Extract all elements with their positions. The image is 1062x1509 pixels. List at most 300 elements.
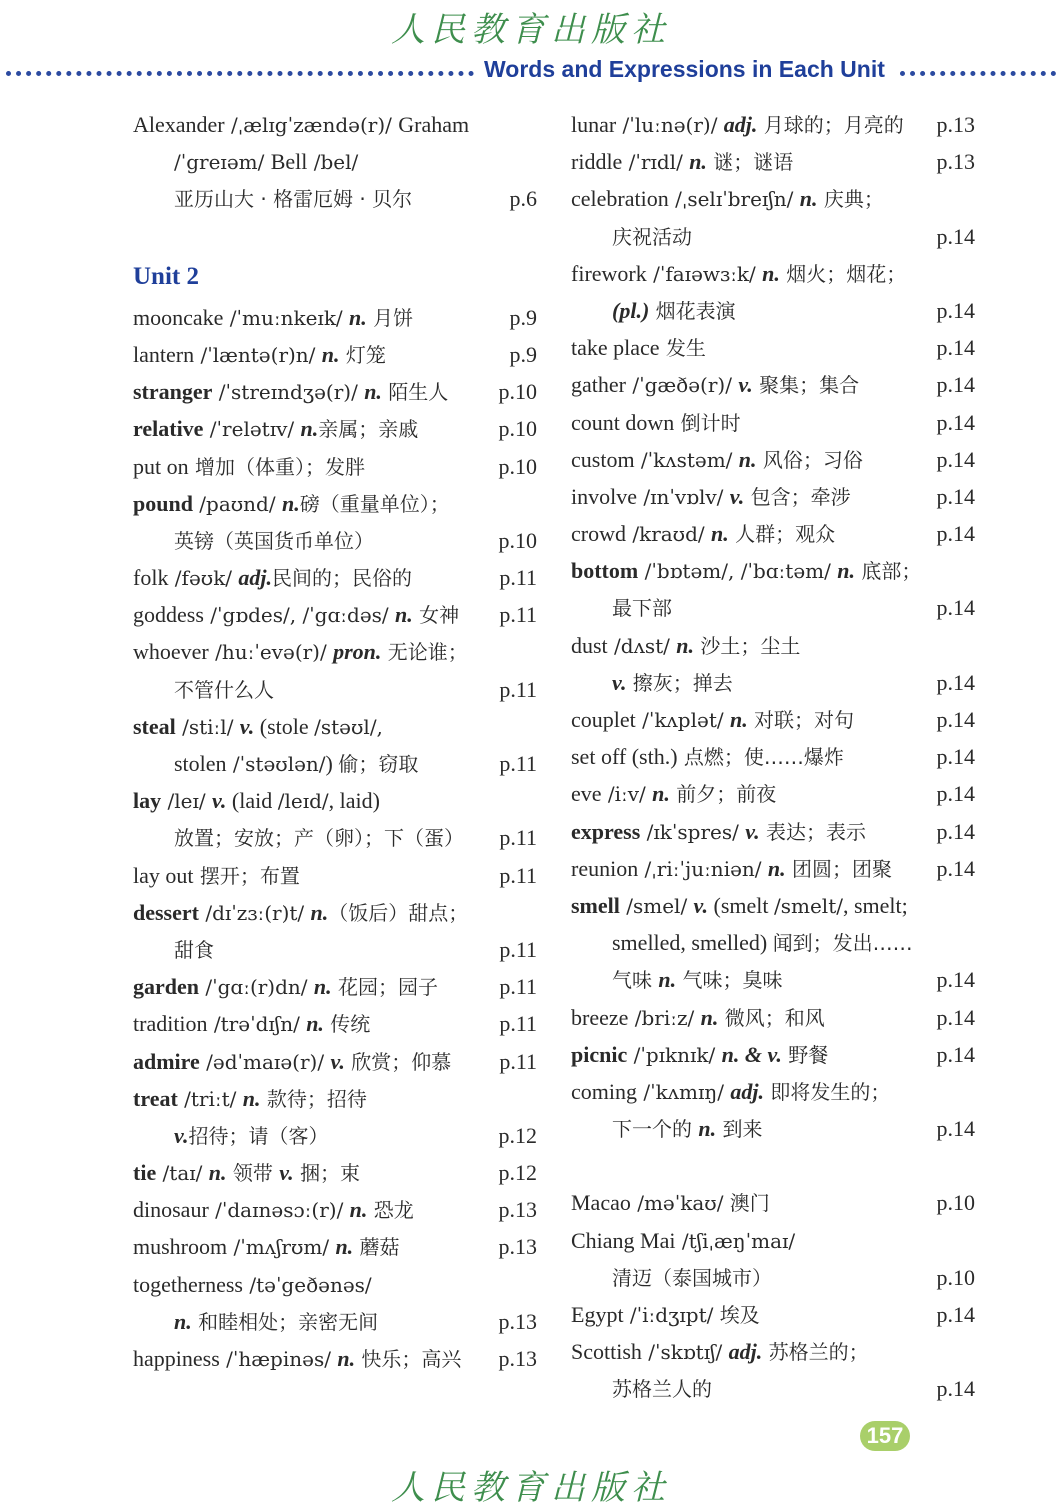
chinese-definition: 微风；和风: [718, 1005, 825, 1030]
headword: custom: [571, 446, 635, 472]
page-reference: p.12: [498, 1122, 537, 1148]
headword: mushroom: [133, 1234, 228, 1260]
page-reference: p.14: [936, 446, 975, 472]
page-reference: p.14: [936, 223, 975, 249]
chinese-definition: 欣赏；仰慕: [344, 1049, 452, 1074]
chinese-definition: 无论谁；: [381, 640, 468, 665]
phonetic: /ˌriːˈjuːniən/: [638, 856, 768, 881]
part-of-speech: adj.: [723, 112, 758, 137]
headword: (smelt: [708, 892, 774, 918]
headword: dust: [571, 632, 608, 658]
part-of-speech: adj.: [728, 1339, 763, 1365]
headword: lunar: [571, 112, 617, 137]
chinese-definition: 女神: [412, 603, 460, 628]
headword: express: [571, 818, 641, 844]
chinese-definition: 月球的；月亮的: [757, 113, 904, 137]
chinese-definition: 花园；园子: [331, 975, 438, 1000]
part-of-speech: n.: [767, 855, 786, 881]
part-of-speech: n.: [395, 602, 413, 628]
entry-continuation: [571, 292, 975, 329]
page-reference: p.14: [936, 335, 975, 361]
phonetic: /ˈgɒdes/, /ˈgɑːdəs/: [203, 603, 396, 628]
headword: lay out: [133, 862, 194, 888]
page-reference: p.11: [499, 676, 537, 702]
chinese-definition: 英镑（英国货币单位）: [174, 528, 374, 553]
phonetic: /ɪnˈvɒlv/: [637, 484, 730, 509]
vocab-entry: [133, 596, 537, 633]
entry-continuation: [571, 664, 975, 701]
chinese-definition: 传统: [323, 1012, 371, 1037]
chinese-definition: 甜食: [174, 937, 214, 962]
chinese-definition: 恐龙: [367, 1198, 414, 1223]
chinese-definition: 最下部: [612, 596, 672, 621]
chinese-definition: 庆典；: [817, 187, 884, 212]
chinese-definition: 烟火；烟花；: [779, 261, 907, 286]
vocab-entry: [571, 106, 975, 143]
chinese-definition: 烟花表演: [649, 298, 736, 323]
vocab-entry: [133, 968, 537, 1005]
headword: stolen: [174, 751, 227, 776]
page-reference: p.13: [498, 1346, 537, 1371]
phonetic: /ˈpɪknɪk/: [627, 1042, 722, 1067]
headword: gather: [571, 372, 626, 398]
part-of-speech: n.: [710, 521, 729, 547]
headword: riddle: [571, 149, 623, 175]
headword: crowd: [571, 521, 626, 547]
vocab-entry: [571, 999, 975, 1036]
headword: smelled, smelled): [612, 930, 773, 956]
part-of-speech: n.: [321, 341, 340, 367]
vocab-entry: [571, 366, 975, 403]
headword: dessert: [133, 899, 199, 925]
headword: treat: [133, 1085, 178, 1111]
chinese-definition: 亚历山大 · 格雷厄姆 · 贝尔: [174, 187, 413, 212]
phonetic: /ˈkʌplət/: [635, 708, 730, 732]
phonetic: /ˈgreɪəm/: [174, 150, 271, 175]
page-reference: p.13: [936, 149, 975, 175]
headword: Scottish: [571, 1339, 642, 1365]
chinese-definition: 快乐；高兴: [355, 1347, 462, 1371]
page-reference: p.13: [936, 112, 975, 137]
phonetic: /ˈskɒtɪʃ/: [641, 1340, 729, 1365]
page-reference: p.14: [936, 669, 975, 695]
vocab-entry: [571, 404, 975, 441]
vocab-entry: [133, 894, 537, 931]
vocab-entry: [571, 627, 975, 664]
publisher-logo-top: 人民教育出版社: [391, 10, 671, 50]
page-reference: p.14: [936, 855, 975, 881]
headword: bottom: [571, 558, 639, 584]
headword: coming: [571, 1078, 637, 1104]
chinese-definition: 包含；牵涉: [744, 484, 851, 509]
part-of-speech: n.: [313, 974, 332, 1000]
part-of-speech: v.: [729, 483, 745, 509]
entry-continuation: [571, 589, 975, 626]
vocab-entry: [571, 143, 975, 180]
headword: admire: [133, 1048, 200, 1074]
part-of-speech: v.: [211, 788, 227, 814]
part-of-speech: n. & v.: [721, 1041, 782, 1067]
section-header: [0, 56, 1062, 88]
page-reference: p.10: [498, 453, 537, 479]
part-of-speech: v.: [612, 669, 627, 695]
headword: tie: [133, 1160, 157, 1186]
chinese-definition: 发生: [659, 336, 706, 361]
part-of-speech: n.: [700, 1004, 719, 1030]
chinese-definition: 表达；表示: [759, 819, 867, 844]
page-reference: p.14: [936, 1004, 975, 1030]
vocab-entry: [571, 515, 975, 552]
entry-continuation: [133, 180, 537, 217]
headword: happiness: [133, 1346, 220, 1371]
part-of-speech: n.: [652, 781, 670, 807]
part-of-speech: n.: [738, 446, 757, 472]
vocab-entry: [133, 857, 537, 894]
phonetic: /ˈkʌstəm/: [634, 447, 739, 472]
page-reference: p.6: [509, 186, 537, 212]
chinese-definition: 闻到；发出……: [772, 931, 913, 956]
chinese-definition: 人群；观众: [728, 522, 836, 547]
phonetic: /smel/: [619, 893, 694, 918]
page-reference: p.11: [499, 974, 537, 1000]
page-reference: p.10: [936, 1190, 975, 1216]
phonetic: /stəʊl/,: [314, 714, 383, 739]
entry-continuation: [133, 1117, 537, 1154]
phonetic: /ˈluːnə(r)/: [616, 113, 724, 137]
part-of-speech: n.: [837, 558, 855, 584]
header-dots-right: [900, 71, 1056, 76]
page-reference: p.14: [936, 1302, 975, 1327]
chinese-definition: 苏格兰人的: [612, 1377, 712, 1402]
entry-continuation: [133, 671, 537, 708]
headword: mooncake: [133, 304, 224, 330]
part-of-speech: v.: [279, 1160, 294, 1186]
page-reference: p.14: [936, 1116, 975, 1142]
phonetic: /taɪ/: [156, 1161, 209, 1186]
headword: celebration: [571, 186, 669, 212]
chinese-definition: 前夕；前夜: [669, 782, 777, 807]
page-number-badge: 157: [860, 1421, 910, 1451]
headword: Graham: [398, 112, 470, 137]
chinese-definition: 民间的；民俗的: [272, 566, 413, 591]
headword: relative: [133, 416, 204, 442]
page-reference: p.10: [936, 1264, 975, 1290]
part-of-speech: adj.: [238, 565, 273, 591]
phonetic: /triːt/: [177, 1086, 243, 1111]
headword: (stole: [254, 713, 315, 739]
chinese-definition: 陌生人: [381, 380, 449, 405]
phonetic: /ˈstreɪndʒə(r)/: [212, 380, 365, 405]
chinese-definition: 风俗；习俗: [756, 447, 863, 472]
headword: togetherness: [133, 1271, 243, 1297]
part-of-speech: n.: [658, 967, 677, 993]
headword: garden: [133, 974, 199, 1000]
headword: breeze: [571, 1004, 629, 1030]
page-reference: p.10: [498, 416, 537, 442]
chinese-definition: 到来: [716, 1117, 763, 1142]
entry-continuation: [571, 961, 975, 998]
part-of-speech: n.: [698, 1116, 717, 1142]
headword: Chiang Mai: [571, 1227, 676, 1253]
part-of-speech: v.: [239, 713, 255, 739]
phonetic: /tʃiˌæŋˈmaɪ/: [675, 1228, 796, 1253]
headword: Egypt: [571, 1302, 624, 1327]
phonetic: /ˌælɪgˈzændə(r)/: [224, 113, 399, 137]
page-reference: p.11: [499, 602, 537, 628]
phonetic: /fəʊk/: [168, 566, 239, 591]
phonetic: /leɪd/: [277, 789, 329, 814]
vocab-entry: [571, 738, 975, 775]
entry-continuation: [133, 819, 537, 856]
page-reference: p.14: [936, 483, 975, 509]
headword: folk: [133, 565, 169, 591]
headword: pound: [133, 490, 193, 516]
part-of-speech: v.: [745, 818, 760, 844]
part-of-speech: v.: [174, 1122, 189, 1148]
vocab-entry: [133, 373, 537, 410]
entry-continuation: [133, 745, 537, 782]
entry-continuation: [571, 1259, 975, 1296]
headword: lantern: [133, 341, 195, 367]
part-of-speech: n.: [349, 1197, 368, 1223]
page-reference: p.14: [936, 967, 975, 993]
headword: goddess: [133, 602, 204, 628]
page-reference: p.14: [936, 372, 975, 398]
vocab-entry: [133, 1005, 537, 1042]
chinese-definition: 放置；安放；产（卵）；下（蛋）: [174, 826, 464, 851]
headword: couplet: [571, 707, 636, 732]
chinese-definition: 不管什么人: [174, 677, 274, 702]
phonetic: /ˈrɪdl/: [622, 150, 690, 175]
page-reference: p.14: [936, 707, 975, 732]
phonetic: /briːz/: [628, 1005, 701, 1030]
page-reference: p.10: [498, 527, 537, 553]
page-reference: p.14: [936, 521, 975, 547]
phonetic: /ˈdaɪnəsɔː(r)/: [208, 1198, 350, 1223]
chinese-definition: 擦灰；掸去: [626, 670, 733, 695]
vocab-entry: [133, 708, 537, 745]
vocab-entry: [133, 410, 537, 447]
page-reference: p.12: [498, 1160, 537, 1186]
chinese-definition: 野餐: [781, 1042, 829, 1067]
headword: , smelt;: [842, 892, 908, 918]
page-reference: p.11: [499, 825, 537, 851]
part-of-speech: n.: [762, 260, 780, 286]
page-reference: p.13: [498, 1308, 537, 1334]
vocab-entry: [133, 1228, 537, 1265]
headword: Alexander: [133, 112, 225, 137]
phonetic: /ˈiːdʒɪpt/: [623, 1303, 720, 1327]
section-title: Words and Expressions in Each Unit: [484, 56, 885, 82]
entry-continuation: [571, 924, 975, 961]
headword: reunion: [571, 855, 639, 881]
chinese-definition: 款待；招待: [260, 1086, 367, 1111]
phonetic: /ˈkʌmɪŋ/: [637, 1079, 731, 1104]
chinese-definition: 磅（重量单位）；: [299, 491, 450, 516]
phonetic: /ˈhæpinəs/: [219, 1347, 338, 1371]
phonetic: /bel/: [307, 150, 359, 175]
chinese-definition: 沙土；尘土: [694, 633, 801, 658]
part-of-speech: n.: [306, 1011, 324, 1037]
headword: steal: [133, 713, 176, 739]
entry-continuation: [571, 1110, 975, 1147]
header-dots-left: [6, 71, 474, 76]
phonetic: /dɪˈzɜː(r)t/: [198, 900, 311, 925]
chinese-definition: 蘑菇: [353, 1235, 400, 1260]
chinese-definition: 下一个的: [612, 1117, 699, 1142]
headword: tradition: [133, 1011, 208, 1037]
vocab-entry: [133, 782, 537, 819]
chinese-definition: 增加（体重）；发胖: [188, 454, 365, 479]
vocab-entry: [133, 1043, 537, 1080]
phonetic: /təˈgeðənəs/: [242, 1272, 372, 1297]
headword: stranger: [133, 379, 213, 405]
chinese-definition: 聚集；集合: [752, 373, 860, 398]
phonetic: /ˈmʌʃrʊm/: [227, 1235, 336, 1260]
phonetic: /kraʊd/: [625, 522, 711, 547]
part-of-speech: n.: [689, 149, 707, 175]
page-reference: p.9: [509, 341, 537, 367]
spacer: [133, 218, 537, 255]
right-word-column: [571, 106, 975, 1408]
vocab-entry: [571, 887, 975, 924]
vocab-entry: [133, 1340, 537, 1377]
unit-heading: Unit 2: [133, 262, 199, 290]
headword: involve: [571, 483, 637, 509]
publisher-logo-bottom: 人民教育出版社: [391, 1468, 671, 1508]
vocab-entry: [133, 1266, 537, 1303]
phonetic: /məˈkaʊ/: [630, 1191, 730, 1216]
vocab-entry: [571, 850, 975, 887]
page-reference: p.14: [936, 409, 975, 435]
part-of-speech: n.: [310, 899, 329, 925]
headword: put on: [133, 453, 189, 479]
phonetic: /ədˈmaɪə(r)/: [199, 1049, 331, 1074]
headword: count down: [571, 409, 675, 435]
vocab-entry: [133, 485, 537, 522]
phonetic: /trəˈdɪʃn/: [207, 1012, 307, 1037]
entry-continuation: [133, 1303, 537, 1340]
part-of-speech: n.: [208, 1160, 227, 1186]
page-reference: p.9: [509, 304, 537, 330]
page-reference: p.14: [936, 781, 975, 807]
phonetic: /ɪkˈspres/: [640, 819, 746, 844]
phonetic: /smelt/: [774, 893, 843, 918]
chinese-definition: 领带: [226, 1161, 280, 1186]
vocab-entry: [133, 633, 537, 670]
chinese-definition: 即将发生的；: [763, 1079, 891, 1104]
chinese-definition: 对联；对句: [747, 708, 855, 732]
part-of-speech: (pl.): [612, 297, 650, 323]
entry-continuation: [133, 143, 537, 180]
chinese-definition: 底部；: [854, 559, 922, 584]
vocab-entry: [571, 1333, 975, 1370]
page-reference: p.14: [936, 1041, 975, 1067]
part-of-speech: n.: [364, 379, 382, 405]
vocab-entry: [571, 255, 975, 292]
page-reference: p.11: [499, 1048, 537, 1074]
page-reference: p.14: [936, 1376, 975, 1402]
page-reference: p.14: [936, 297, 975, 323]
vocab-entry: [571, 180, 975, 217]
chinese-definition: 庆祝活动: [612, 224, 692, 249]
phonetic: /ˌselɪˈbreɪʃn/: [668, 187, 800, 212]
chinese-definition: 倒计时: [674, 410, 741, 435]
part-of-speech: n.: [242, 1085, 261, 1111]
headword: Bell: [270, 149, 308, 175]
entry-continuation: [571, 1370, 975, 1407]
page-reference: p.13: [498, 1197, 537, 1223]
vocab-entry: [133, 1154, 537, 1191]
chinese-definition: 气味: [612, 968, 659, 993]
vocab-entry: [571, 1222, 975, 1259]
part-of-speech: v.: [738, 372, 753, 398]
headword: , laid): [328, 788, 380, 814]
phonetic: /dʌst/: [607, 633, 677, 658]
entry-continuation: [133, 931, 537, 968]
chinese-definition: 捆；束: [293, 1161, 361, 1186]
phonetic: /ˈgɑː(r)dn/: [199, 975, 314, 1000]
phonetic: /stiːl/: [175, 714, 240, 739]
part-of-speech: n.: [335, 1234, 354, 1260]
part-of-speech: n.: [174, 1308, 192, 1334]
phonetic: /ˈmuːnkeɪk/: [223, 305, 350, 330]
headword: (laid: [226, 788, 278, 814]
chinese-definition: 清迈（泰国城市）: [612, 1265, 772, 1290]
page-reference: p.11: [499, 1011, 537, 1037]
vocab-entry: [133, 336, 537, 373]
left-word-column: [133, 106, 537, 1377]
phonetic: /leɪ/: [161, 789, 212, 814]
phonetic: /ˈrelətɪv/: [203, 417, 301, 442]
vocab-entry: [571, 701, 975, 738]
part-of-speech: n.: [337, 1346, 356, 1371]
phonetic: /ˈstəʊlən/: [226, 752, 326, 776]
chinese-definition: 和睦相处；亲密无间: [191, 1309, 379, 1334]
chinese-definition: 团圆；团聚: [785, 856, 893, 881]
chinese-definition: 月饼: [366, 305, 414, 330]
spacer: [571, 1147, 975, 1184]
vocab-entry: [133, 1080, 537, 1117]
chinese-definition: 偷；窃取: [338, 752, 419, 776]
part-of-speech: adj.: [730, 1078, 764, 1104]
headword: take place: [571, 335, 660, 361]
phonetic: /ˈlæntə(r)n/: [194, 342, 322, 367]
phonetic: /huːˈevə(r)/: [208, 640, 334, 665]
headword: dinosaur: [133, 1197, 209, 1223]
chinese-definition: 苏格兰的；: [762, 1340, 869, 1365]
phonetic: /ˈgæðə(r)/: [625, 373, 739, 398]
vocab-entry: [571, 1296, 975, 1333]
phonetic: /ˈfaɪəwɜːk/: [646, 261, 763, 286]
page-reference: p.10: [498, 379, 537, 405]
entry-continuation: [571, 218, 975, 255]
vocab-entry: [571, 441, 975, 478]
part-of-speech: v.: [693, 892, 708, 918]
vocab-entry: [571, 478, 975, 515]
page-reference: p.11: [499, 936, 537, 962]
chinese-definition: 澳门: [729, 1191, 770, 1216]
vocab-entry: [571, 552, 975, 589]
page-reference: p.14: [936, 595, 975, 621]
headword: set off (sth.): [571, 744, 678, 770]
part-of-speech: n.: [300, 416, 319, 442]
page-reference: p.11: [499, 565, 537, 591]
vocab-entry: [571, 1073, 975, 1110]
part-of-speech: n.: [281, 490, 300, 516]
headword: lay: [133, 788, 162, 814]
headword: ): [325, 751, 339, 776]
